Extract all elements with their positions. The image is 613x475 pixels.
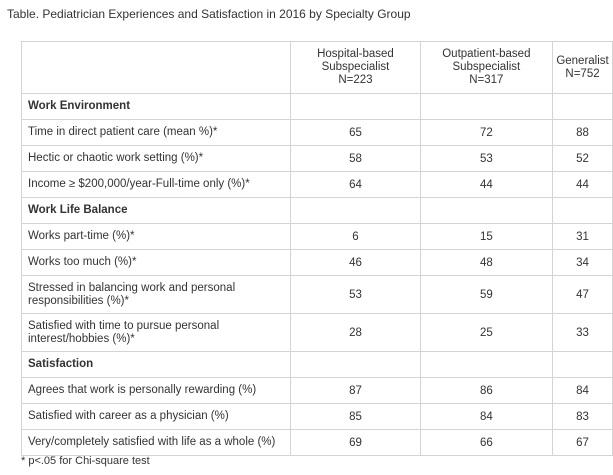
table-cell: 72 — [420, 120, 552, 146]
column-header-hospital-subspecialist: Hospital-based Subspecialist N=223 — [291, 42, 420, 94]
table-row — [22, 172, 613, 198]
column-header-generalist: Generalist N=752 — [553, 42, 613, 94]
table-cell: 31 — [553, 224, 613, 250]
table-cell — [420, 94, 552, 120]
table-cell: 64 — [291, 172, 420, 198]
table-cell: 88 — [553, 120, 613, 146]
table-cell — [553, 198, 613, 224]
table-cell: 15 — [420, 224, 552, 250]
table-cell: 58 — [291, 146, 420, 172]
table-cell: 85 — [291, 404, 420, 430]
table-cell: 33 — [553, 314, 613, 352]
table-row — [22, 430, 613, 456]
table-cell — [553, 94, 613, 120]
table-cell — [291, 94, 420, 120]
section-title: Work Environment — [22, 94, 291, 120]
row-label: Stressed in balancing work and personal responsibilities (%)* — [22, 276, 291, 314]
table-cell: 52 — [553, 146, 613, 172]
table-cell: 67 — [553, 430, 613, 456]
table-row — [22, 378, 613, 404]
table-row — [22, 146, 613, 172]
table-cell — [291, 352, 420, 378]
table-row — [22, 250, 613, 276]
row-label: Works too much (%)* — [22, 250, 291, 276]
table-cell: 84 — [553, 378, 613, 404]
table-cell — [553, 352, 613, 378]
table-cell: 87 — [291, 378, 420, 404]
section-title: Satisfaction — [22, 352, 291, 378]
row-label: Time in direct patient care (mean %)* — [22, 120, 291, 146]
table-cell — [420, 198, 552, 224]
column-header-label — [22, 42, 291, 94]
table-row — [22, 120, 613, 146]
section-title: Work Life Balance — [22, 198, 291, 224]
table-cell: 84 — [420, 404, 552, 430]
section-header-row — [22, 198, 613, 224]
table-row — [22, 404, 613, 430]
column-header-outpatient-subspecialist: Outpatient-based Subspecialist N=317 — [420, 42, 552, 94]
table-cell: 65 — [291, 120, 420, 146]
data-table — [21, 41, 613, 456]
table-row — [22, 276, 613, 314]
table-cell: 34 — [553, 250, 613, 276]
table-cell: 83 — [553, 404, 613, 430]
table-row — [22, 224, 613, 250]
table-cell: 59 — [420, 276, 552, 314]
table-cell: 28 — [291, 314, 420, 352]
table-cell: 25 — [420, 314, 552, 352]
row-label: Income ≥ $200,000/year-Full-time only (%)* — [22, 172, 291, 198]
table-row — [22, 314, 613, 352]
table-cell — [291, 198, 420, 224]
table-cell: 66 — [420, 430, 552, 456]
section-header-row — [22, 352, 613, 378]
table-cell — [420, 352, 552, 378]
row-label: Hectic or chaotic work setting (%)* — [22, 146, 291, 172]
table-cell: 53 — [420, 146, 552, 172]
table-footnote: * p<.05 for Chi-square test — [21, 455, 150, 467]
row-label: Very/completely satisfied with life as a whole (%) — [22, 430, 291, 456]
table-cell: 46 — [291, 250, 420, 276]
table-cell: 44 — [553, 172, 613, 198]
table-caption: Table. Pediatrician Experiences and Satisfaction in 2016 by Specialty Group — [7, 7, 411, 21]
table-cell: 69 — [291, 430, 420, 456]
table-cell: 48 — [420, 250, 552, 276]
row-label: Agrees that work is personally rewarding (%) — [22, 378, 291, 404]
row-label: Satisfied with time to pursue personal interest/hobbies (%)* — [22, 314, 291, 352]
header-row — [22, 42, 613, 94]
section-header-row — [22, 94, 613, 120]
table-cell: 6 — [291, 224, 420, 250]
row-label: Satisfied with career as a physician (%) — [22, 404, 291, 430]
table-cell: 53 — [291, 276, 420, 314]
table-cell: 47 — [553, 276, 613, 314]
table-cell: 86 — [420, 378, 552, 404]
table-cell: 44 — [420, 172, 552, 198]
row-label: Works part-time (%)* — [22, 224, 291, 250]
